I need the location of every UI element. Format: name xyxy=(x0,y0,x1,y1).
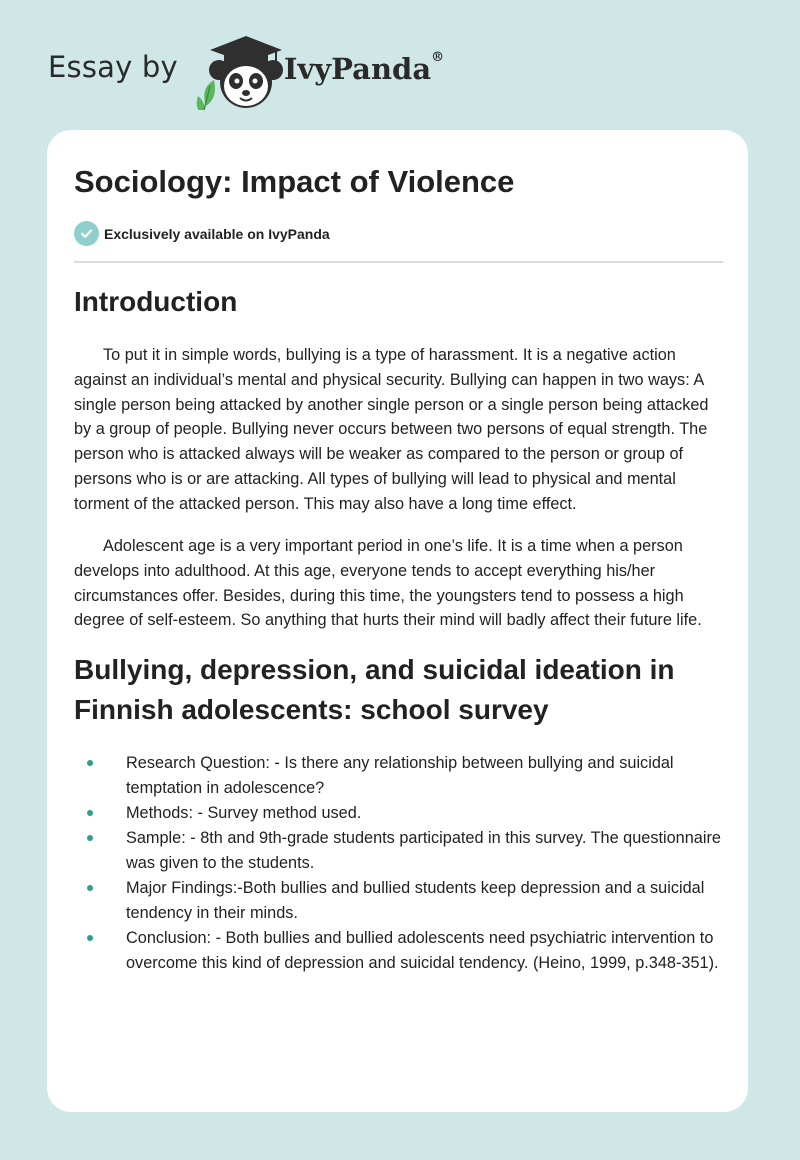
list-item-text: Methods: - Survey method used. xyxy=(126,804,362,822)
list-item-text: Research Question: - Is there any relationship between bullying and suicidal temptation in adolescence? xyxy=(126,754,674,797)
findings-list xyxy=(74,751,723,976)
paragraph: To put it in simple words, bullying is a type of harassment. It is a negative action against an individual’s mental and physical security. Bullying can happen in two ways: A single person being attacked by another single person or a single person being attacked by a group of people. Bullying never occurs between two persons of equal strength. The person who is attacked always will be weaker as compared to the person or group of persons who is or are attacking. All types of bullying will lead to physical and mental torment of the attacked person. This may also have a long time effect. xyxy=(74,346,709,513)
list-item-text: Sample: - 8th and 9th-grade students participated in this survey. The questionnaire was given to the students. xyxy=(126,829,721,872)
bullet-icon xyxy=(87,760,93,766)
bullet-icon xyxy=(87,835,93,841)
panda-graduation-cap-icon[interactable] xyxy=(192,30,284,110)
page-title: Sociology: Impact of Violence xyxy=(74,164,515,199)
divider xyxy=(74,261,723,263)
list-item xyxy=(74,826,723,876)
section-heading-introduction: Introduction xyxy=(74,286,238,317)
site-header xyxy=(48,30,444,110)
list-item-text: Conclusion: - Both bullies and bullied adolescents need psychiatric intervention to overcome this kind of depression and suicidal tendency. (Heino, 1999, p.348-351). xyxy=(126,929,719,972)
list-item xyxy=(74,751,723,801)
bullet-icon xyxy=(87,885,93,891)
article-card xyxy=(47,130,748,1112)
exclusive-badge xyxy=(74,221,330,246)
list-item-text: Major Findings:-Both bullies and bullied students keep depression and a suicidal tendency in their minds. xyxy=(126,879,705,922)
section-heading-bullying-survey: Bullying, depression, and suicidal ideation in Finnish adolescents: school survey xyxy=(74,654,675,725)
brand-name[interactable]: IvyPanda® xyxy=(283,50,445,86)
exclusive-label: Exclusively available on IvyPanda xyxy=(104,225,330,242)
list-item xyxy=(74,801,723,826)
list-item xyxy=(74,926,723,976)
essay-by-label: Essay by xyxy=(48,50,178,84)
bullet-icon xyxy=(87,810,93,816)
check-circle-icon xyxy=(74,221,99,246)
paragraph: Adolescent age is a very important period in one’s life. It is a time when a person develops into adulthood. At this age, everyone tends to accept everything his/her circumstances offer. Besides, during this time, the youngsters tend to possess a high degree of self-esteem. So anything that hurts their mind will badly affect their future life. xyxy=(74,537,702,630)
list-item xyxy=(74,876,723,926)
bullet-icon xyxy=(87,935,93,941)
